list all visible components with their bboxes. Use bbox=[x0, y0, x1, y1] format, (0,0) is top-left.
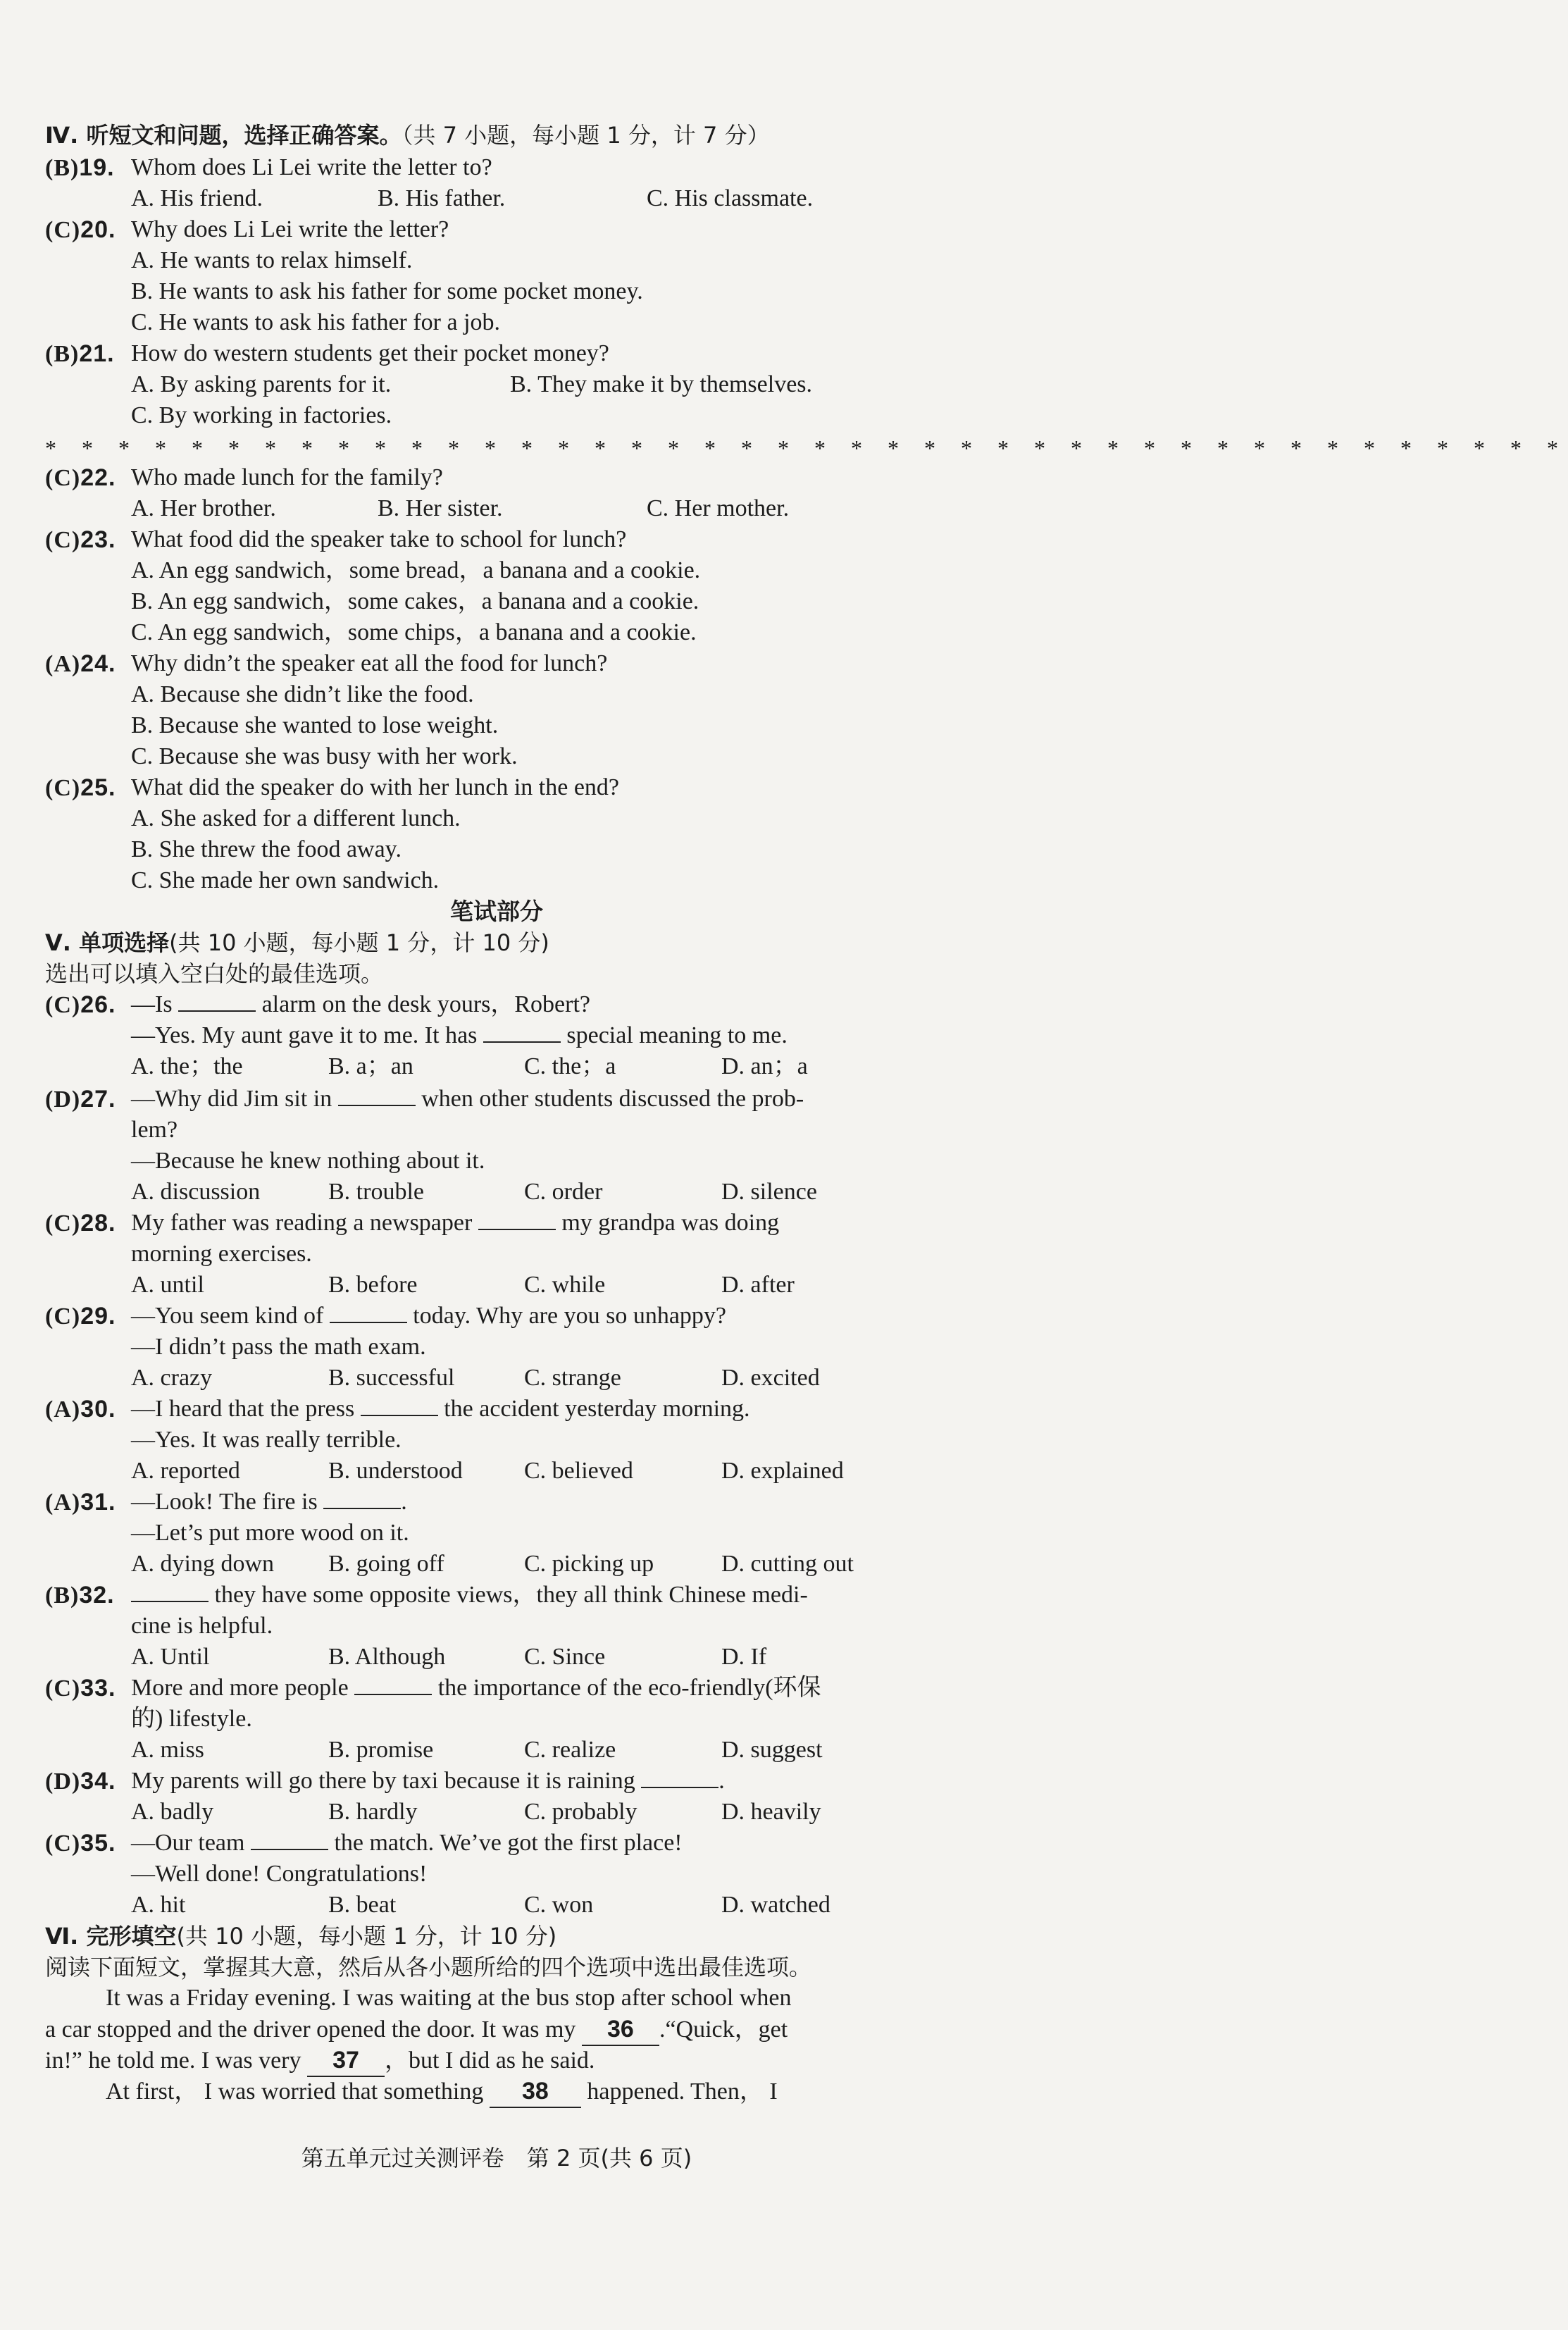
question-text: —Why did Jim sit in when other students discussed the prob- bbox=[131, 1084, 804, 1115]
option-d: D. If bbox=[721, 1644, 767, 1670]
option-d: D. heavily bbox=[721, 1799, 821, 1825]
section-6-heading: Ⅵ. 完形填空(共 10 小题，每小题 1 分，计 10 分) bbox=[45, 1923, 557, 1950]
answer-mark: (C)28. bbox=[45, 1210, 116, 1237]
option-b: B. Because she wanted to lose weight. bbox=[131, 712, 499, 738]
answer-mark: (D)34. bbox=[45, 1768, 116, 1795]
answer-mark: (C)22. bbox=[45, 464, 116, 491]
option-c: C. strange bbox=[524, 1365, 621, 1391]
answer-mark: (C)25. bbox=[45, 774, 116, 801]
question-text: 的) lifestyle. bbox=[131, 1706, 252, 1732]
passage-text: At first， I was worried that something 38 happened. Then， I bbox=[106, 2076, 778, 2108]
question-text: —Look! The fire is . bbox=[131, 1487, 407, 1518]
option-b: B. He wants to ask his father for some pocket money. bbox=[131, 278, 643, 304]
answer-mark: (D)27. bbox=[45, 1086, 116, 1113]
answer-mark: (B)19. bbox=[45, 154, 115, 181]
written-part-title: 笔试部分 bbox=[450, 898, 543, 925]
question-text: Who made lunch for the family? bbox=[131, 464, 443, 490]
option-a: A. By asking parents for it. bbox=[131, 371, 392, 397]
question-text: Why didn’t the speaker eat all the food for lunch? bbox=[131, 650, 608, 676]
option-a: A. the；the bbox=[131, 1053, 243, 1079]
option-d: D. after bbox=[721, 1272, 795, 1298]
option-a: A. Her brother. bbox=[131, 495, 276, 521]
option-a: A. dying down bbox=[131, 1551, 275, 1577]
option-c: C. realize bbox=[524, 1737, 616, 1763]
answer-blank bbox=[178, 989, 256, 1012]
option-d: D. explained bbox=[721, 1458, 844, 1484]
question-text: —Yes. My aunt gave it to me. It has special meaning to me. bbox=[131, 1020, 788, 1051]
option-a: A. Because she didn’t like the food. bbox=[131, 681, 474, 707]
option-a: A. hit bbox=[131, 1892, 186, 1918]
section-5-heading: Ⅴ. 单项选择(共 10 小题，每小题 1 分，计 10 分) bbox=[45, 929, 549, 956]
option-a: A. reported bbox=[131, 1458, 240, 1484]
option-b: B. She threw the food away. bbox=[131, 836, 402, 862]
question-text: they have some opposite views，they all think Chinese medi- bbox=[131, 1580, 808, 1611]
cloze-blank-38: 38 bbox=[490, 2076, 581, 2108]
answer-mark: (C)23. bbox=[45, 526, 116, 553]
question-text: —Because he knew nothing about it. bbox=[131, 1148, 485, 1174]
answer-mark: (B)21. bbox=[45, 340, 115, 367]
option-a: A. discussion bbox=[131, 1179, 261, 1205]
cloze-blank-36: 36 bbox=[582, 2014, 659, 2046]
option-a: A. crazy bbox=[131, 1365, 213, 1391]
passage-text: in!” he told me. I was very 37 ，but I did as he said. bbox=[45, 2045, 595, 2077]
answer-mark: (C)20. bbox=[45, 216, 116, 243]
option-b: B. going off bbox=[328, 1551, 444, 1577]
answer-blank bbox=[641, 1766, 718, 1788]
option-c: C. An egg sandwich，some chips，a banana and a cookie. bbox=[131, 619, 697, 645]
option-a: A. Until bbox=[131, 1644, 210, 1670]
option-b: B. They make it by themselves. bbox=[510, 371, 813, 397]
option-c: C. Since bbox=[524, 1644, 606, 1670]
stars-divider: * * * * * * * * * * * * * * * * * * * * * * * * * * * * * * * * * * * * * * * * * * bbox=[45, 435, 1568, 461]
option-c: C. He wants to ask his father for a job. bbox=[131, 309, 501, 335]
answer-blank bbox=[361, 1394, 438, 1416]
option-c: C. By working in factories. bbox=[131, 402, 392, 428]
question-text: —Yes. It was really terrible. bbox=[131, 1427, 402, 1453]
option-c: C. Because she was busy with her work. bbox=[131, 743, 518, 769]
answer-blank bbox=[131, 1580, 209, 1602]
answer-blank bbox=[354, 1673, 432, 1695]
option-d: D. an；a bbox=[721, 1053, 808, 1079]
option-c: C. picking up bbox=[524, 1551, 654, 1577]
question-text: lem? bbox=[131, 1117, 178, 1143]
question-text: —You seem kind of today. Why are you so unhappy? bbox=[131, 1301, 726, 1332]
option-a: A. until bbox=[131, 1272, 204, 1298]
question-text: What did the speaker do with her lunch in the end? bbox=[131, 774, 619, 800]
question-text: cine is helpful. bbox=[131, 1613, 273, 1639]
question-text: More and more people the importance of the eco-friendly(环保 bbox=[131, 1673, 821, 1704]
option-c: C. probably bbox=[524, 1799, 637, 1825]
option-c: C. believed bbox=[524, 1458, 633, 1484]
answer-blank bbox=[323, 1487, 401, 1509]
option-c: C. won bbox=[524, 1892, 594, 1918]
option-a: A. miss bbox=[131, 1737, 204, 1763]
answer-blank bbox=[251, 1828, 328, 1850]
section-5-instruction: 选出可以填入空白处的最佳选项。 bbox=[45, 960, 384, 987]
option-c: C. She made her own sandwich. bbox=[131, 867, 440, 893]
answer-blank bbox=[483, 1020, 561, 1043]
option-d: D. cutting out bbox=[721, 1551, 854, 1577]
option-b: B. promise bbox=[328, 1737, 434, 1763]
option-c: C. the；a bbox=[524, 1053, 616, 1079]
option-b: B. a；an bbox=[328, 1053, 413, 1079]
question-text: —I heard that the press the accident yesterday morning. bbox=[131, 1394, 750, 1425]
question-text: —I didn’t pass the math exam. bbox=[131, 1334, 426, 1360]
answer-mark: (C)26. bbox=[45, 991, 116, 1018]
answer-mark: (C)33. bbox=[45, 1675, 116, 1702]
answer-mark: (A)30. bbox=[45, 1396, 116, 1423]
option-d: D. excited bbox=[721, 1365, 820, 1391]
question-text: —Our team the match. We’ve got the first place! bbox=[131, 1828, 683, 1859]
option-b: B. Although bbox=[328, 1644, 446, 1670]
option-b: B. His father. bbox=[378, 185, 506, 211]
option-b: B. successful bbox=[328, 1365, 455, 1391]
answer-mark: (B)32. bbox=[45, 1582, 115, 1609]
section-4-heading: Ⅳ. 听短文和问题，选择正确答案。（共 7 小题，每小题 1 分，计 7 分） bbox=[45, 122, 770, 149]
option-b: B. trouble bbox=[328, 1179, 424, 1205]
option-d: D. watched bbox=[721, 1892, 830, 1918]
passage-text: a car stopped and the driver opened the door. It was my 36 .“Quick，get bbox=[45, 2014, 788, 2046]
option-b: B. An egg sandwich，some cakes，a banana and a cookie. bbox=[131, 588, 699, 614]
answer-blank bbox=[338, 1084, 416, 1106]
option-a: A. An egg sandwich，some bread，a banana and a cookie. bbox=[131, 557, 701, 583]
option-b: B. understood bbox=[328, 1458, 463, 1484]
option-c: C. Her mother. bbox=[647, 495, 790, 521]
answer-blank bbox=[330, 1301, 407, 1323]
option-a: A. His friend. bbox=[131, 185, 263, 211]
question-text: morning exercises. bbox=[131, 1241, 312, 1267]
option-b: B. Her sister. bbox=[378, 495, 503, 521]
question-text: How do western students get their pocket money? bbox=[131, 340, 609, 366]
answer-mark: (C)35. bbox=[45, 1830, 116, 1857]
answer-blank bbox=[478, 1208, 556, 1230]
option-c: C. His classmate. bbox=[647, 185, 814, 211]
question-text: Whom does Li Lei write the letter to? bbox=[131, 154, 492, 180]
section-6-instruction: 阅读下面短文，掌握其大意，然后从各小题所给的四个选项中选出最佳选项。 bbox=[45, 1954, 812, 1981]
option-a: A. She asked for a different lunch. bbox=[131, 805, 461, 831]
question-text: Why does Li Lei write the letter? bbox=[131, 216, 449, 242]
question-text: My father was reading a newspaper my grandpa was doing bbox=[131, 1208, 779, 1239]
option-d: D. silence bbox=[721, 1179, 817, 1205]
option-a: A. He wants to relax himself. bbox=[131, 247, 413, 273]
question-text: —Well done! Congratulations! bbox=[131, 1861, 428, 1887]
cloze-blank-37: 37 bbox=[307, 2045, 385, 2077]
question-text: —Is alarm on the desk yours，Robert? bbox=[131, 989, 590, 1020]
option-c: C. while bbox=[524, 1272, 606, 1298]
question-text: My parents will go there by taxi because it is raining . bbox=[131, 1766, 725, 1797]
answer-mark: (A)31. bbox=[45, 1489, 116, 1516]
option-b: B. beat bbox=[328, 1892, 397, 1918]
answer-mark: (A)24. bbox=[45, 650, 116, 677]
option-d: D. suggest bbox=[721, 1737, 823, 1763]
option-a: A. badly bbox=[131, 1799, 214, 1825]
passage-text: It was a Friday evening. I was waiting at the bus stop after school when bbox=[106, 1985, 792, 2011]
option-b: B. hardly bbox=[328, 1799, 418, 1825]
option-c: C. order bbox=[524, 1179, 603, 1205]
answer-mark: (C)29. bbox=[45, 1303, 116, 1330]
question-text: —Let’s put more wood on it. bbox=[131, 1520, 409, 1546]
question-text: What food did the speaker take to school for lunch? bbox=[131, 526, 627, 552]
page-footer: 第五单元过关测评卷 第 2 页(共 6 页) bbox=[301, 2145, 692, 2171]
option-b: B. before bbox=[328, 1272, 418, 1298]
